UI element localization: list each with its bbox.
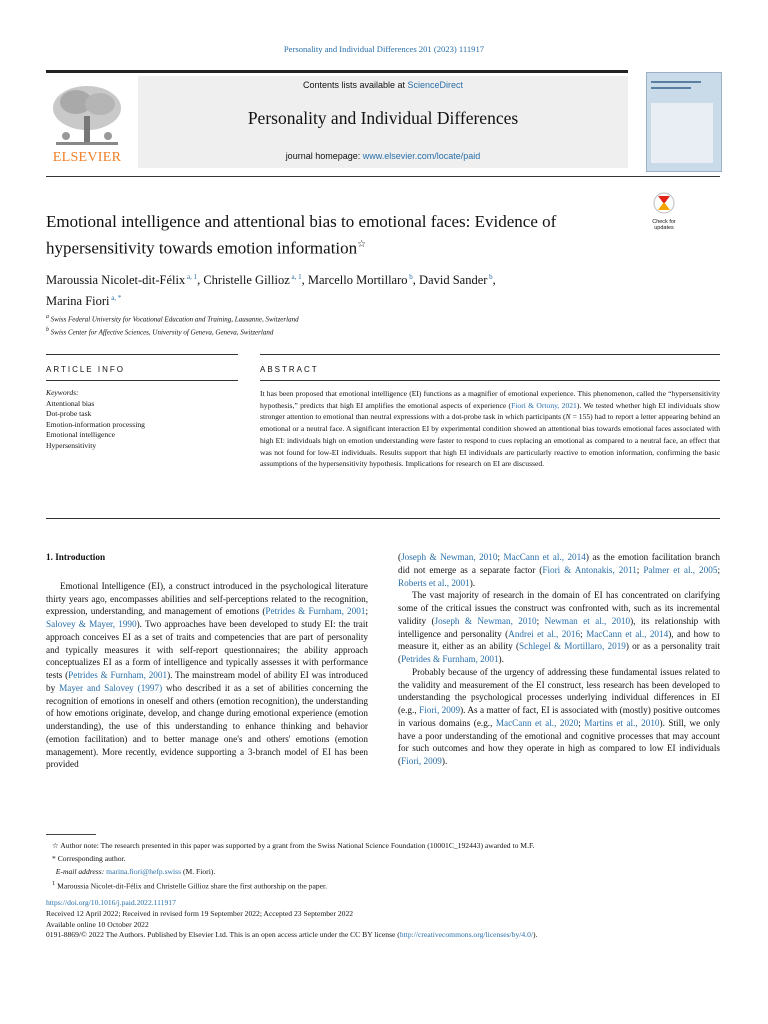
keyword-item: Hypersensitivity [46, 440, 97, 450]
footnote-item [46, 840, 720, 853]
cover-panel [651, 103, 713, 163]
author-sep: , [301, 273, 308, 288]
received-dates: Received 12 April 2022; Received in revised form 19 September 2022; Accepted 23 September 2022 [46, 908, 354, 918]
body-text: ), and how to measure it, either as an ability ( [398, 628, 720, 652]
author-mark[interactable]: b [489, 273, 493, 281]
affiliation-text: Swiss Center for Affective Sciences, University of Geneva, Geneva, Switzerland [50, 328, 274, 337]
keywords-label: Keywords: [46, 388, 79, 397]
abstract-heading: ABSTRACT [260, 365, 319, 374]
cover-line [651, 87, 691, 89]
body-column-left [46, 551, 368, 771]
affiliation-mark: a [46, 314, 49, 320]
elsevier-wordmark: ELSEVIER [52, 150, 122, 165]
body-text: ; [578, 717, 585, 728]
citation-link[interactable]: Petrides & Furnham, 2001 [401, 654, 499, 664]
body-text: who described it as a set of abilities concerning the recognition of emotions in oneself and others (emotion recognition), the understanding of how emotions originate, develop, and change during emotional experience (emotion understanding), the use of this understanding to enhance thinking and behavior (emotion facilitation) and to better manage one's and others' emotions (emotion management). More recently, evidence supporting a 3-branch model of EI has been provided [46, 682, 368, 770]
email-suffix: (M. Fiori). [181, 866, 216, 876]
author-name[interactable]: Marina Fiori [46, 294, 110, 309]
author-list [46, 268, 646, 310]
body-text: ). As a matter of fact, EI is associated with (mostly) positive outcomes in various domains (e.g., [398, 705, 720, 728]
article-title-text: Emotional intelligence and attentional bias to emotional faces: Evidence of hypersensitivity towards emotion information [46, 212, 557, 258]
body-text: ; [497, 552, 504, 562]
abstract-citation-link[interactable]: Fiori & Ortony, 2021 [511, 400, 577, 410]
body-text: ; [536, 615, 545, 626]
intro-paragraph [398, 551, 720, 589]
author-name[interactable]: Maroussia Nicolet-dit-Félix [46, 273, 186, 288]
article-title [46, 210, 636, 260]
footnote-mark: ☆ [52, 841, 59, 850]
article-info-heading: ARTICLE INFO [46, 365, 125, 374]
footnote-mark: 1 [52, 880, 56, 888]
footnote-email [46, 866, 720, 879]
abstract-part: It has been proposed that emotional intelligence (EI) functions as a magnifier of emotional experience. This phenomenon, called the “hypersensitivity hypothesis,” predicts that high EI amplifies the emotional aspects of experience ( [260, 389, 720, 410]
citation-link[interactable]: Andrei et al., 2016 [508, 628, 581, 639]
affiliations [46, 312, 646, 339]
footnote-text: Maroussia Nicolet-dit-Félix and Christelle Gillioz share the first authorship on the paper. [57, 881, 328, 891]
author-mark[interactable]: a, 1 [186, 273, 198, 281]
body-text: ). Still, we only have a poor understanding of the emotional and cognitive processes that may account for such outcomes and how they operate in high as compared to low EI individuals ( [398, 717, 720, 766]
license-line [46, 930, 720, 941]
body-text: ). [441, 756, 448, 766]
body-text: ; [717, 564, 720, 575]
body-text: ). [498, 654, 504, 664]
body-text: ) as the emotion facilitation branch did not emerge as a separate factor ( [398, 552, 720, 575]
header-divider [46, 176, 720, 177]
header-rule [46, 70, 628, 73]
keywords-block [46, 388, 226, 451]
author-sep: , [492, 273, 496, 288]
footnotes [46, 840, 720, 894]
author-name[interactable]: David Sander [419, 273, 488, 288]
check-updates-label: Check for updates [652, 219, 676, 231]
keyword-item: Emotional intelligence [46, 430, 115, 439]
citation-link[interactable]: MacCann et al., 2014 [586, 628, 669, 639]
intro-paragraph [398, 666, 720, 768]
body-text: ; [365, 606, 368, 617]
author-mark[interactable]: a, 1 [291, 273, 302, 281]
citation-link[interactable]: MacCann et al., 2014 [503, 552, 586, 562]
keyword-item: Emotion-information processing [46, 419, 145, 429]
author-sep: , [412, 273, 420, 288]
affiliation-item [46, 312, 646, 325]
body-text: ) or as a personality trait ( [398, 641, 721, 664]
journal-title: Personality and Individual Differences [247, 108, 519, 128]
body-text: Emotional Intelligence (EI), a construct introduced in the psychological literature thirty years ago, encompasses abilities and self-perceptions related to the recognition, expression, understanding, and management of emotions ( [46, 580, 368, 617]
body-text: ), its relationship with intelligence and personality ( [398, 615, 720, 639]
journal-homepage-link[interactable]: www.elsevier.com/locate/paid [362, 151, 481, 161]
article-info-subrule [46, 380, 238, 381]
contents-line [138, 80, 628, 90]
footnote-item [46, 853, 720, 866]
body-text: ). [469, 577, 476, 588]
abstract-part: ). We tested whether high EI individuals show stronger attention to emotional than neutral expressions with a dot-probe task in which participants ( [260, 400, 720, 422]
abstract-part: = 155) had to report a letter appearing behind an emotional or a neutral face. A significant interaction EI by experimental condition showed an attentional bias towards emotional faces associated with high EI: individuals high on emotion understanding were faster to respond to cues replacing an emotional as compared to a neutral face, an effect that was not found for low-EI individuals. Results support that high EI individuals are particularly reactive to emotion information, confirming the basic assumptions of the hypersensitivity hypothesis. Implications for research on EI are discussed. [260, 412, 720, 469]
license-prefix: 0191-8869/© 2022 The Authors. Published by Elsevier Ltd. This is an open access article under the CC BY license ( [46, 930, 400, 940]
citation-link[interactable]: Schlegel & Mortillaro, 2019 [519, 641, 626, 652]
citation-link[interactable]: Roberts et al., 2001 [398, 577, 470, 588]
email-link[interactable]: marina.fiori@hefp.swiss [106, 866, 182, 876]
citation-link[interactable]: Joseph & Newman, 2010 [401, 552, 498, 562]
license-suffix: ). [532, 930, 538, 940]
publication-info [46, 898, 720, 941]
citation-link[interactable]: Martins et al., 2010 [584, 717, 660, 728]
body-column-right [398, 551, 720, 768]
abstract-text [260, 388, 720, 470]
abstract-rule [260, 354, 720, 355]
license-link[interactable]: http://creativecommons.org/licenses/by/4.0/ [399, 930, 533, 940]
body-text: ( [398, 552, 402, 562]
cover-line [651, 81, 701, 83]
keyword-item: Dot-probe task [46, 409, 92, 418]
body-text: ; [580, 628, 587, 639]
citation-link[interactable]: MacCann et al., 2020 [495, 717, 579, 728]
citation-link[interactable]: Petrides & Furnham, 2001 [68, 670, 168, 680]
affiliation-item [46, 325, 646, 338]
footnote-item [46, 878, 720, 893]
author-name[interactable]: Marcello Mortillaro [307, 273, 408, 288]
body-text: ). Two approaches have been developed to study EI: the trait approach conceives EI as a set of traits and competencies that are part of personality and typically measures it with self-report questionnaires; the ability approach conceptualizes EI as a form of intelligence and typically assesses it with performance tests ( [46, 619, 368, 680]
check-updates-icon [649, 192, 679, 214]
article-info-rule [46, 354, 238, 355]
keyword-item: Attentional bias [46, 398, 95, 408]
section-heading-introduction: 1. Introduction [46, 552, 106, 562]
citation-link[interactable]: Mayer and Salovey (1997) [59, 682, 163, 693]
abstract-subrule [260, 380, 720, 381]
homepage-prefix: journal homepage: [285, 151, 363, 161]
citation-link[interactable]: Palmer et al., 2005 [643, 564, 718, 575]
citation-link[interactable]: Newman et al., 2010 [544, 615, 631, 626]
sciencedirect-link[interactable]: ScienceDirect [407, 80, 464, 90]
footnote-text: Author note: The research presented in this paper was supported by a grant from the Swiss National Science Foundation (10001C_192443) awarded to M.F. [60, 841, 535, 850]
doi-link[interactable]: https://doi.org/10.1016/j.paid.2022.111917 [46, 898, 176, 907]
affiliation-text: Swiss Federal University for Vocational Education and Training, Lausanne, Switzerland [50, 315, 299, 324]
title-footnote-mark[interactable]: ☆ [357, 239, 367, 250]
author-mark[interactable]: a, * [111, 294, 122, 303]
footnote-text: Corresponding author. [57, 853, 126, 863]
body-text: The vast majority of research in the domain of EI has concentrated on clarifying some of the critical issues the construct was confronted with, such as its incremental validity ( [398, 590, 720, 626]
intro-paragraph [46, 580, 368, 771]
author-mark[interactable]: b [409, 273, 413, 281]
check-for-updates-button[interactable] [646, 192, 682, 232]
email-label: E-mail address: [55, 866, 105, 876]
homepage-line [138, 151, 628, 161]
author-name[interactable]: Christelle Gillioz [203, 273, 290, 288]
citation-link[interactable]: Joseph & Newman, 2010 [434, 615, 537, 626]
journal-cover-thumbnail[interactable] [646, 72, 722, 172]
citation-link[interactable]: Fiori, 2009 [401, 756, 442, 766]
abstract-variable: N [565, 412, 571, 422]
affiliation-mark: b [46, 327, 49, 334]
intro-paragraph [398, 589, 720, 666]
body-text: ; [636, 564, 644, 575]
footnote-mark: * [52, 853, 56, 863]
contents-prefix: Contents lists available at [302, 80, 408, 90]
citation-link[interactable]: Salovey & Mayer, 1990 [46, 619, 137, 629]
author-sep: , [197, 273, 204, 288]
citation-link[interactable]: Fiori & Antonakis, 2011 [542, 564, 637, 575]
citation-link[interactable]: Fiori, 2009 [419, 705, 461, 715]
available-online: Available online 10 October 2022 [46, 919, 149, 929]
citation-link[interactable]: Petrides & Furnham, 2001 [265, 606, 366, 617]
body-text: Probably because of the urgency of addressing these fundamental issues related to the validity and measurement of the EI construct, less research has been developed to understanding the psychological processes underlying individual differences in EI (e.g., [398, 666, 720, 715]
journal-citation-link[interactable]: Personality and Individual Differences 201 (2023) 111917 [283, 44, 485, 54]
body-text: ). The mainstream model of ability EI was introduced by [46, 670, 368, 693]
abstract-bottom-rule [46, 518, 720, 519]
footnote-rule [46, 834, 96, 835]
